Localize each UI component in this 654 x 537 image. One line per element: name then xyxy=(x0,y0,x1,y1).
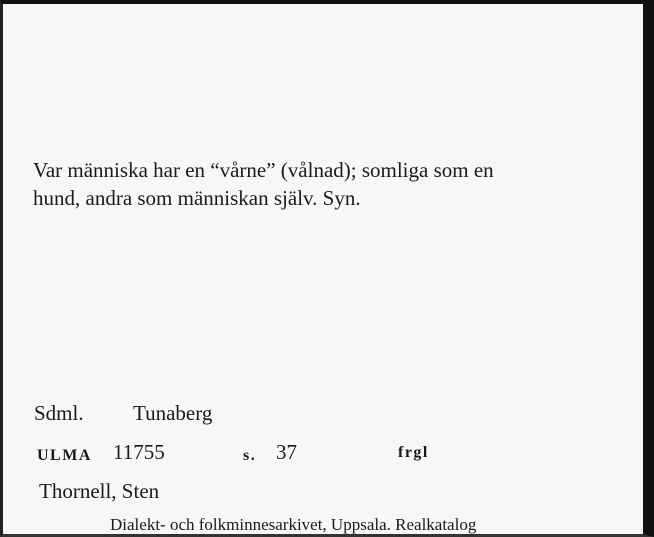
category-code: frgl xyxy=(398,444,429,461)
record-text-line-2: hund, andra som människan själv. Syn. xyxy=(33,186,361,210)
archive-footer: Dialekt- och folkminnesarkivet, Uppsala. Realkatalog xyxy=(110,515,477,534)
page-number: 37 xyxy=(276,440,297,464)
province-label: Sdml. xyxy=(34,401,84,425)
record-text xyxy=(33,156,593,212)
parish-label: Tunaberg xyxy=(133,401,213,425)
archive-code: ULMA xyxy=(37,447,92,464)
archive-number: 11755 xyxy=(113,440,165,464)
page-prefix: s. xyxy=(243,447,257,464)
recorder-name: Thornell, Sten xyxy=(39,479,160,503)
record-text-line-1: Var människa har en “vårne” (vålnad); somliga som en xyxy=(33,158,494,182)
